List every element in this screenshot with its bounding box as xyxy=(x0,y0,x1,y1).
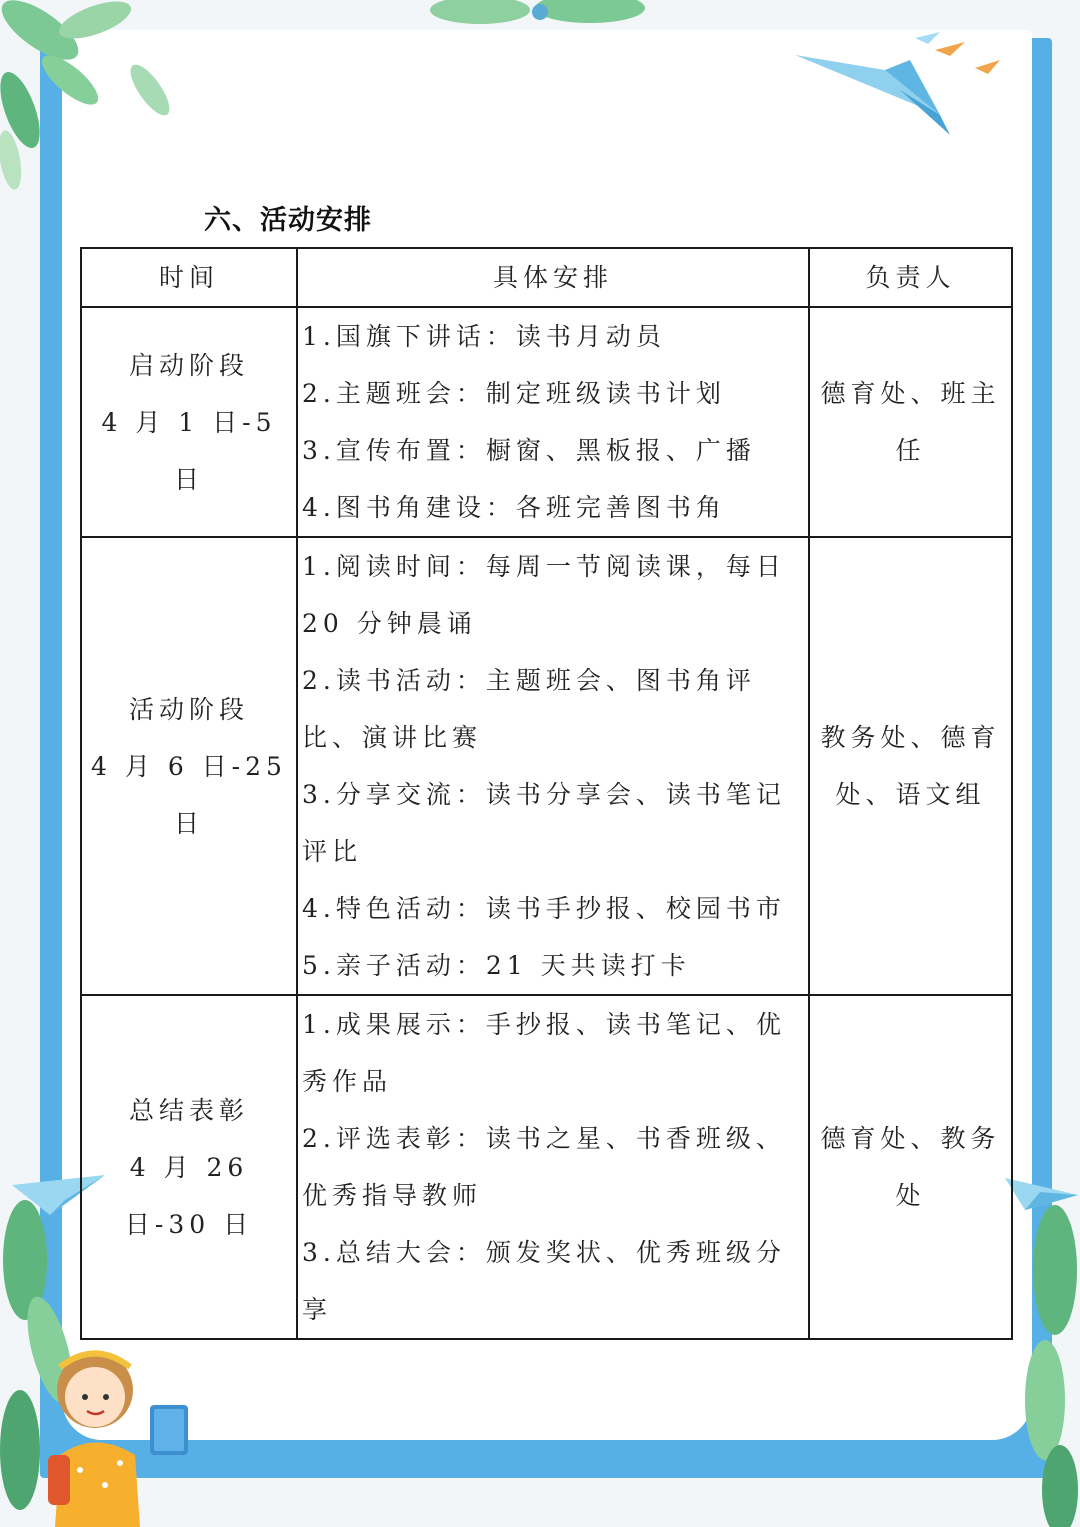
owner-cell: 教务处、德育处、语文组 xyxy=(809,537,1012,995)
leaves-decoration-bottom-right xyxy=(1010,1200,1080,1527)
time-cell xyxy=(81,307,297,537)
plan-item: 1.阅读时间：每周一节阅读课，每日 20 分钟晨诵 xyxy=(302,552,786,638)
owner-cell: 德育处、教务处 xyxy=(809,995,1012,1339)
plan-cell xyxy=(297,995,809,1339)
phase-dates: 4 月 6 日-25 日 xyxy=(91,751,287,838)
plan-item: 1.国旗下讲话：读书月动员 xyxy=(302,322,666,351)
table-row xyxy=(81,537,1012,995)
owner-cell: 德育处、班主任 xyxy=(809,307,1012,537)
plan-item: 1.成果展示：手抄报、读书笔记、优秀作品 xyxy=(302,1010,786,1096)
header-plan: 具体安排 xyxy=(297,248,809,307)
phase-name: 启动阶段 xyxy=(128,350,249,380)
plan-item: 2.评选表彰：读书之星、书香班级、优秀指导教师 xyxy=(302,1124,786,1210)
phase-name: 活动阶段 xyxy=(128,694,249,724)
phase-dates: 4 月 26 日-30 日 xyxy=(124,1152,254,1239)
table-row xyxy=(81,307,1012,537)
time-cell xyxy=(81,537,297,995)
phase-name: 总结表彰 xyxy=(128,1095,249,1125)
time-cell xyxy=(81,995,297,1339)
paper-plane-icon xyxy=(790,30,1030,150)
plan-item: 4.特色活动：读书手抄报、校园书市 xyxy=(302,894,786,923)
phase-dates: 4 月 1 日-5 日 xyxy=(101,407,277,494)
header-time: 时间 xyxy=(81,248,297,307)
section-heading: 六、活动安排 xyxy=(204,205,372,236)
table-row xyxy=(81,995,1012,1339)
plan-item: 3.总结大会：颁发奖状、优秀班级分享 xyxy=(302,1238,786,1324)
plan-item: 4.图书角建设：各班完善图书角 xyxy=(302,493,726,522)
table-header-row xyxy=(81,248,1012,307)
girl-reading-illustration xyxy=(40,1345,200,1527)
plan-item: 5.亲子活动：21 天共读打卡 xyxy=(302,951,691,980)
plan-cell xyxy=(297,537,809,995)
activity-schedule-table xyxy=(80,247,1013,1340)
plan-item: 3.宣传布置：橱窗、黑板报、广播 xyxy=(302,436,756,465)
leaves-decoration-top-center xyxy=(420,0,660,40)
plan-item: 3.分享交流：读书分享会、读书笔记评比 xyxy=(302,780,786,866)
leaves-decoration-top-left xyxy=(0,0,200,190)
plan-item: 2.主题班会：制定班级读书计划 xyxy=(302,379,726,408)
plan-item: 2.读书活动：主题班会、图书角评比、演讲比赛 xyxy=(302,666,756,752)
header-owner: 负责人 xyxy=(809,248,1012,307)
plan-cell xyxy=(297,307,809,537)
